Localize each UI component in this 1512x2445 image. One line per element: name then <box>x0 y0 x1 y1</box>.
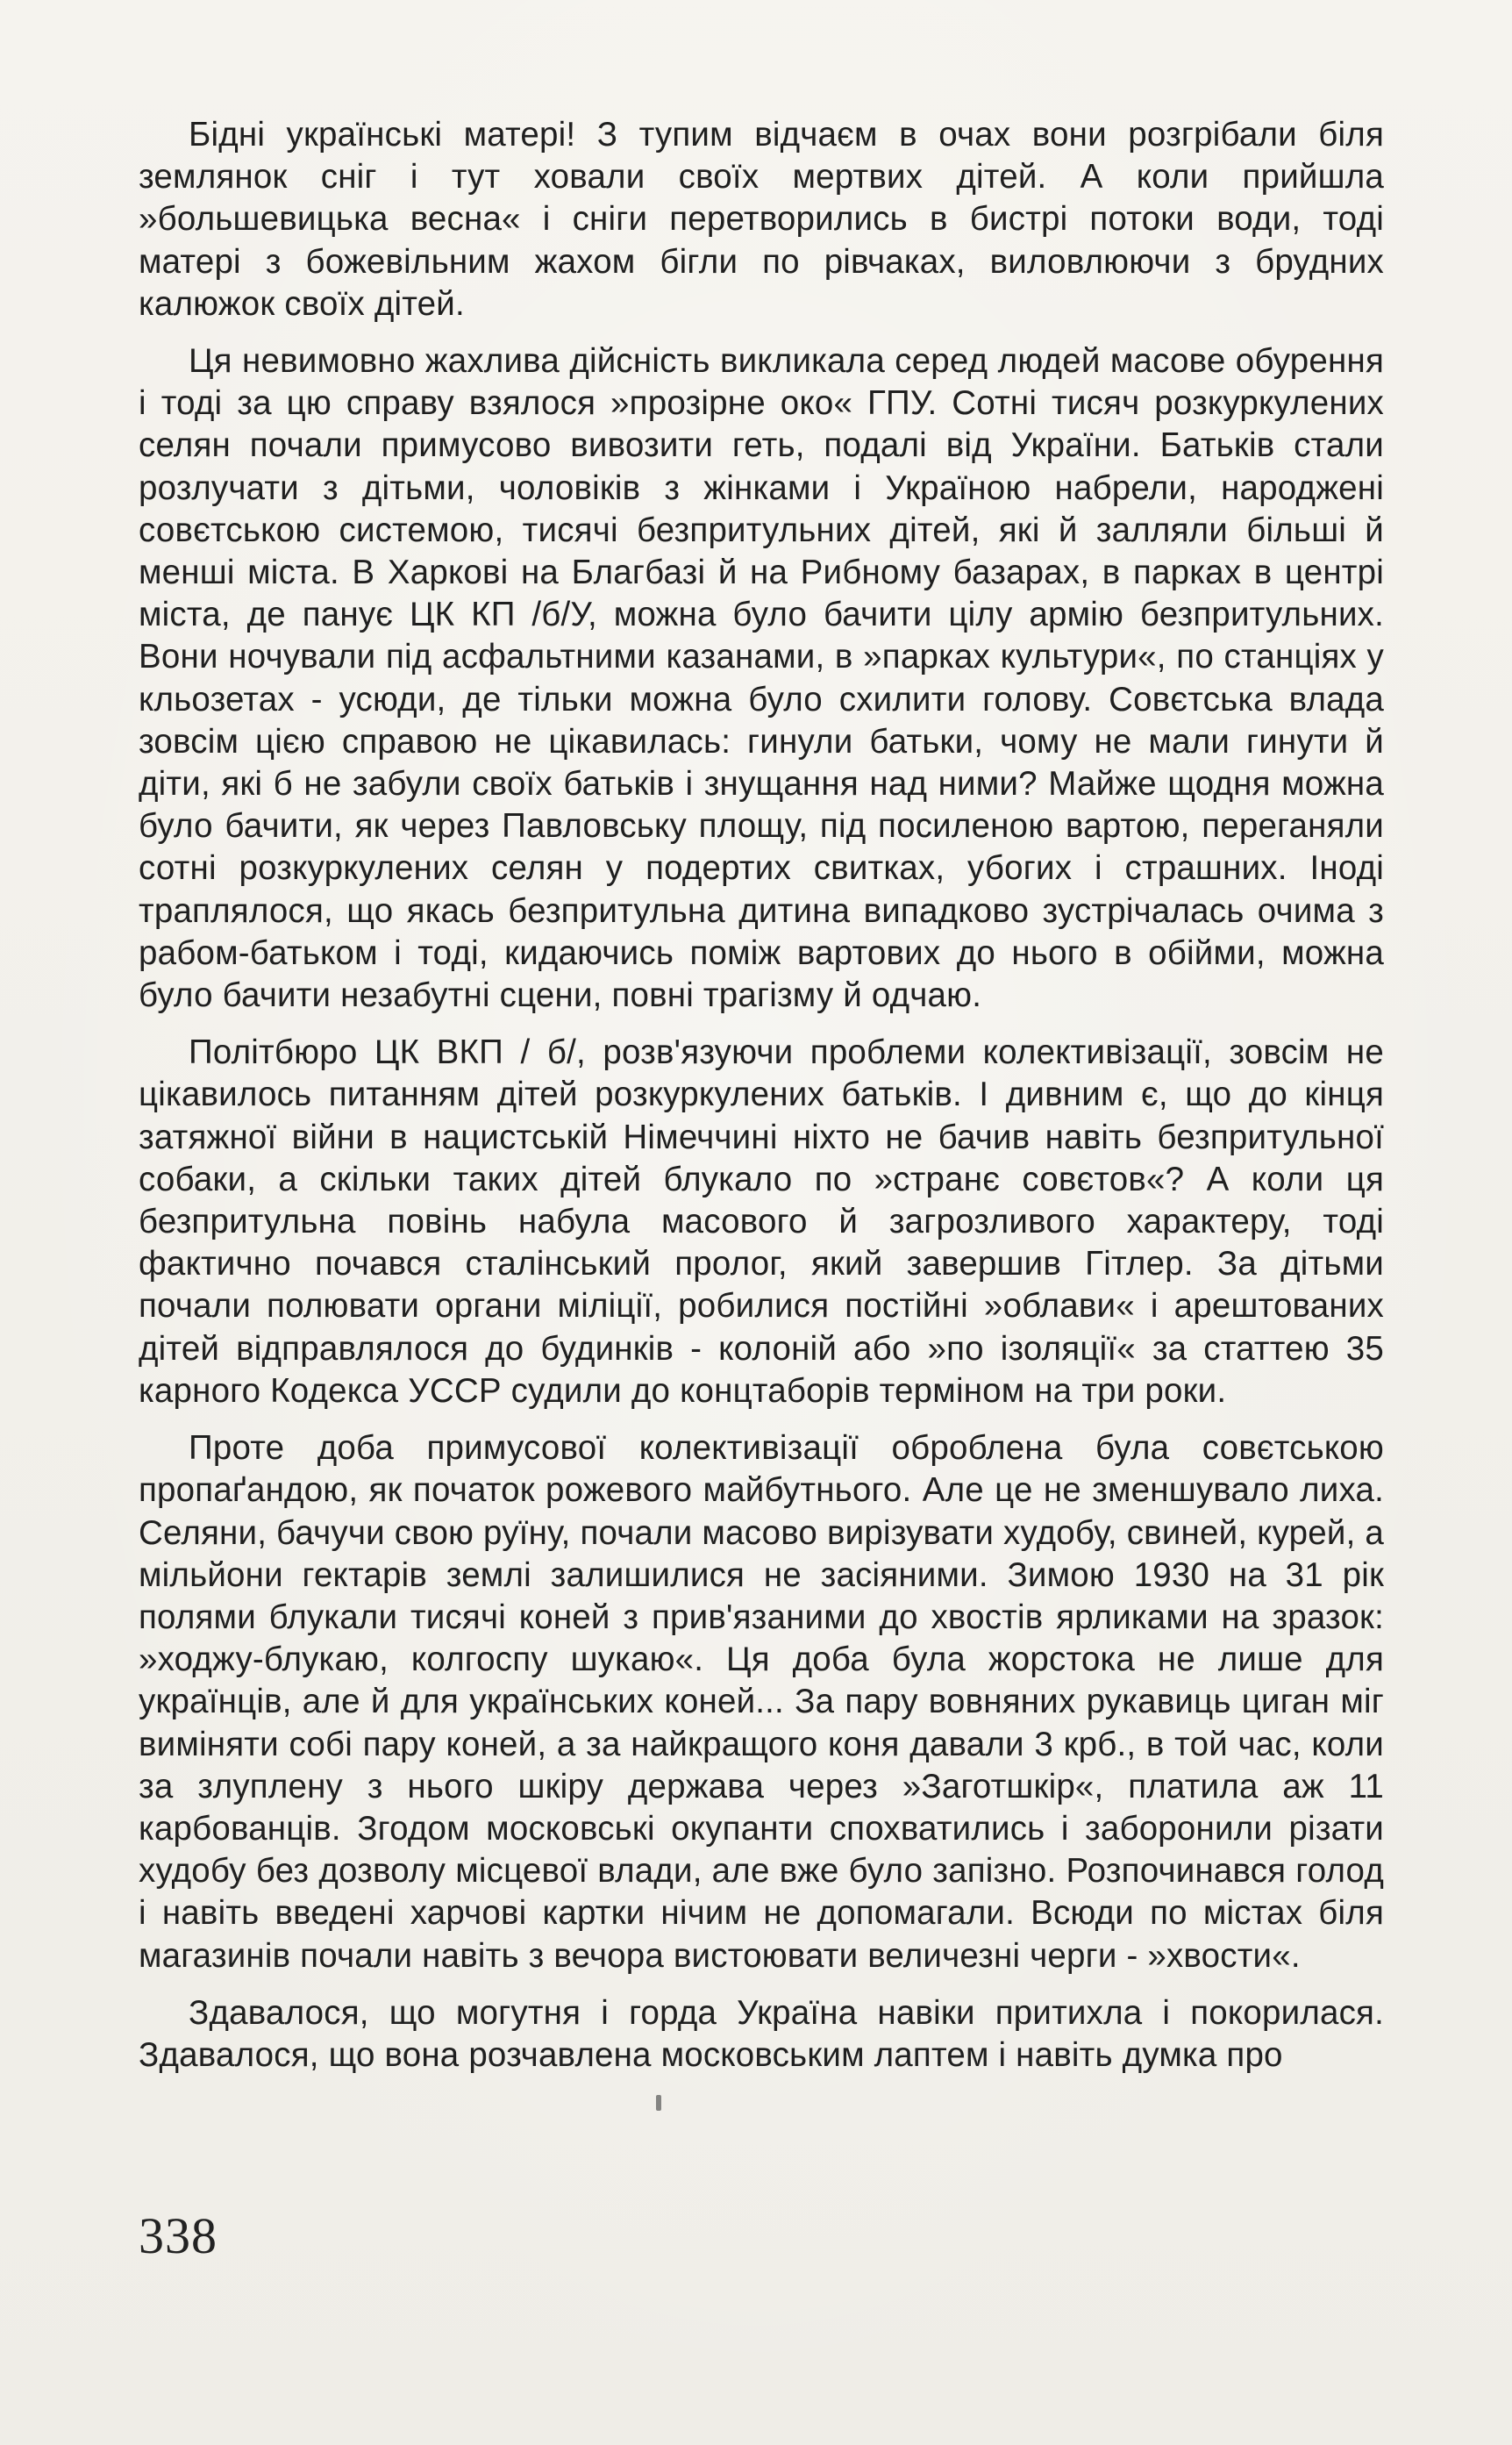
body-text <box>139 114 1384 2091</box>
print-speck <box>656 2095 661 2111</box>
paragraph-2: Ця невимовно жахлива дійсність викликала серед людей масове обурення і тоді за цю справу взялося »прозірне око« ГПУ. Сотні тисяч розкуркулених селян почали примусово вивозити геть, подалі від України. Батьків стали розлучати з дітьми, чоловіків з жінками і Україною набрели, народжені совєтською системою, тисячі безпритульних дітей, які й залляли більші й менші міста. В Харкові на Благбазі й на Рибному базарах, в парках в центрі міста, де панує ЦК КП /б/У, можна було бачити цілу армію безпритульних. Вони ночували під асфальтними казанами, в »парках культури«, по станціях у кльозетах - усюди, де тільки можна було схилити голову. Совєтська влада зовсім цією справою не цікавилась: гинули батьки, чому не мали гинути й діти, які б не забули своїх батьків і знущання над ними? Майже щодня можна було бачити, як через Павловську площу, під посиленою вартою, переганяли сотні розкуркулених селян у подертих свитках, убогих і страшних. Іноді траплялося, що якась безпритульна дитина випадково зустрічалась очима з рабом-батьком і тоді, кидаючись поміж вартових до нього в обійми, можна було бачити незабутні сцени, повні трагізму й одчаю. <box>139 342 1384 1015</box>
paragraph-4: Проте доба примусової колективізації оброблена була совєтською пропаґандою, як початок рожевого майбутнього. Але це не зменшувало лиха. Селяни, бачучи свою руїну, почали масово вирізувати худобу, свиней, курей, а мільйони гектарів землі залишилися не засіяними. Зимою 1930 на 31 рік полями блукали тисячі коней з прив'язаними до хвостів ярликами на зразок: »ходжу-блукаю, колгоспу шукаю«. Ця доба була жорстока не лише для українців, але й для українських коней... За пару вовняних рукавиць циган міг виміняти собі пару коней, а за найкращого коня давали 3 крб., в той час, коли за злуплену з нього шкіру держава через »Заготшкір«, платила аж 11 карбованців. Згодом московські окупанти спохватились і заборонили різати худобу без дозволу місцевої влади, але вже було запізно. Розпочинався голод і навіть введені харчові картки нічим не допомагали. Всюди по містах біля магазинів почали навіть з вечора вистоювати величезні черги - »хвости«. <box>139 1429 1384 1975</box>
paragraph-1: Бідні українські матері! З тупим відчаєм в очах вони розгрібали біля землянок сніг і тут ховали своїх мертвих дітей. А коли прийшла »большевицька весна« і сніги перетворились в бистрі потоки води, тоді матері з божевільним жахом бігли по рівчаках, виловлюючи з брудних калюжок своїх дітей. <box>139 116 1384 323</box>
paragraph-5: Здавалося, що могутня і горда Україна навіки притихла і покорилася. Здавалося, що вона розчавлена московським лаптем і навіть думка про <box>139 1993 1384 2074</box>
page-number: 338 <box>139 2207 218 2264</box>
paragraph-3: Політбюро ЦК ВКП / б/, розв'язуючи проблеми колективізації, зовсім не цікавилось питанням дітей розкуркулених батьків. І дивним є, що до кінця затяжної війни в нацистській Німеччині ніхто не бачив навіть безпритульної собаки, а скільки таких дітей блукало по »странє совєтов«? А коли ця безпритульна повінь набула масового й загрозливого характеру, тоді фактично почався сталінський пролог, який завершив Гітлер. За дітьми почали полювати органи міліції, робилися постійні »облави« і арештованих дітей відправлялося до будинків - колоній або »по ізоляції« за статтею 35 карного Кодекса УССР судили до концтаборів терміном на три роки. <box>139 1033 1384 1410</box>
